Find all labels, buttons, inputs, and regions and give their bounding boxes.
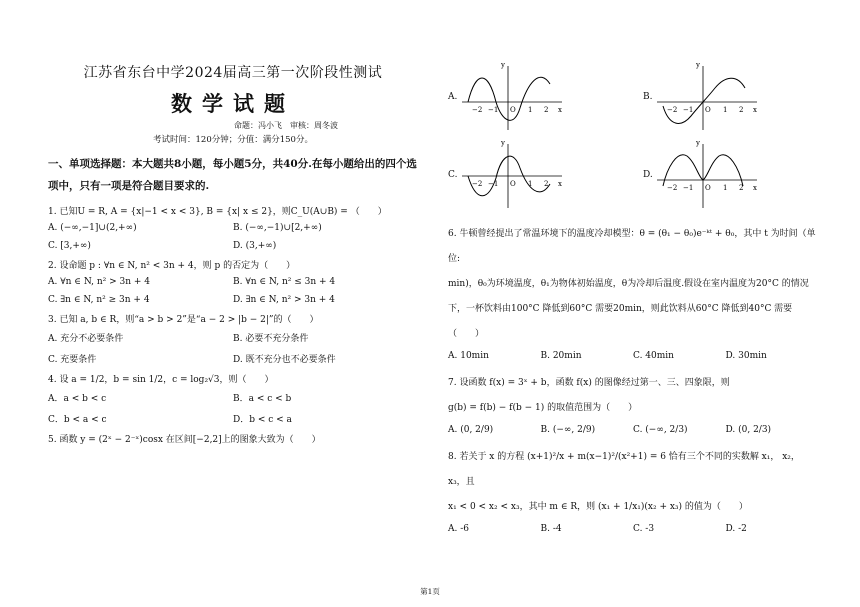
option-a: A. ∀n ∈ N, n² > 3n + 4 bbox=[48, 277, 151, 287]
svg-text:−1: −1 bbox=[683, 106, 694, 114]
question-3 bbox=[48, 313, 418, 365]
option-d: D. ∃n ∈ N, n² > 3n + 4 bbox=[233, 295, 335, 305]
option-label: B. bbox=[643, 92, 653, 102]
svg-text:−1: −1 bbox=[488, 106, 499, 114]
svg-text:x: x bbox=[753, 106, 757, 114]
option-a: A. (0, 2/9) bbox=[448, 425, 494, 435]
page-number: 第1页 bbox=[420, 587, 440, 596]
graph-d-plot bbox=[653, 138, 763, 212]
option-a: A．a < b < c bbox=[48, 394, 107, 404]
graph-b-plot bbox=[653, 60, 763, 134]
question-6: 6. 牛顿曾经提出了常温环境下的温度冷却模型：θ = (θ₁ − θ₀)e⁻ᵏᵗ + θ₀，其中 t 为时间（单位: min)，θ₀为环境温度，θ₁为物体初始温度，θ为冷却后温度.假设在室内温度为20°C 的情况 下，一杯饮料由100°C 降低到60°C 需要20min，则此饮料从60°C 降低到40°C 需要（ ） bbox=[448, 229, 816, 339]
question-2 bbox=[48, 259, 418, 305]
option-label: C. bbox=[448, 170, 458, 180]
graph-a-plot bbox=[458, 60, 568, 134]
subject-title: 数学试题 bbox=[171, 91, 295, 116]
svg-text:1: 1 bbox=[723, 184, 728, 192]
option-d: D. (3,+∞) bbox=[233, 241, 277, 251]
option-a: A. (−∞,−1]∪(2,+∞) bbox=[48, 223, 137, 233]
option-c: C．b < a < c bbox=[48, 415, 107, 425]
q6-options bbox=[448, 351, 818, 361]
question-8: 8. 若关于 x 的方程 (x+1)²/x + m(x−1)²/(x²+1) = 6 恰有三个不同的实数解 x₁， x₂， x₃，且 x₁ < 0 < x₂ < x₃，其中 m ∈ R，则 (x₁ + 1/x₁)(x₂ + x₃) 的值为（ ） bbox=[448, 452, 800, 512]
option-c: C. -3 bbox=[633, 524, 655, 534]
exam-info: 考试时间：120分钟；分值：满分150分。 bbox=[153, 135, 313, 145]
svg-text:y: y bbox=[696, 139, 700, 147]
option-label: D. bbox=[643, 170, 653, 180]
question-5 bbox=[48, 433, 418, 447]
question-7: 7. 设函数 f(x) = 3ˣ + b，函数 f(x) 的图像经过第一、三、四象限，则 g(b) = f(b) − f(b − 1) 的取值范围为（ ） bbox=[448, 378, 730, 413]
option-c: C. 40min bbox=[633, 351, 674, 361]
question-stem: 3. 已知 a, b ∈ R，则“a > b > 2”是“a − 2 > |b − 2|”的（ ） bbox=[48, 315, 319, 325]
option-c: C. (−∞, 2/3) bbox=[633, 425, 688, 435]
option-b: B. 20min bbox=[540, 351, 582, 361]
svg-text:−2: −2 bbox=[472, 106, 483, 114]
question-stem: 2. 设命题 p : ∀n ∈ N, n² < 3n + 4，则 p 的否定为（ ） bbox=[48, 261, 296, 271]
option-c: C. [3,+∞) bbox=[48, 241, 91, 251]
svg-text:O: O bbox=[705, 106, 711, 114]
svg-text:2: 2 bbox=[739, 184, 744, 192]
option-b: B. ∀n ∈ N, n² ≤ 3n + 4 bbox=[233, 277, 336, 287]
option-b: B. -4 bbox=[540, 524, 562, 534]
option-d: D．b < c < a bbox=[233, 415, 292, 425]
q7-options bbox=[448, 425, 818, 435]
option-d: D. (0, 2/3) bbox=[725, 425, 772, 435]
graph-option-c bbox=[448, 138, 623, 212]
option-c: C. ∃n ∈ N, n² ≥ 3n + 4 bbox=[48, 295, 150, 305]
svg-text:y: y bbox=[696, 61, 700, 69]
graph-option-a bbox=[448, 60, 623, 134]
option-label: A. bbox=[448, 92, 458, 102]
option-b: B. (−∞, 2/9) bbox=[540, 425, 596, 435]
svg-text:−2: −2 bbox=[667, 184, 678, 192]
svg-text:y: y bbox=[501, 61, 505, 69]
svg-text:x: x bbox=[558, 106, 562, 114]
option-c: C. 充要条件 bbox=[48, 355, 97, 365]
question-stem: 4. 设 a = 1/2，b = sin 1/2，c = log₂√3，则（ ） bbox=[48, 375, 274, 385]
graph-option-b bbox=[643, 60, 818, 134]
graph-option-d bbox=[643, 138, 818, 212]
svg-text:x: x bbox=[558, 180, 562, 188]
option-b: B. (−∞,−1)∪[2,+∞) bbox=[233, 223, 322, 233]
svg-text:−1: −1 bbox=[488, 180, 499, 188]
svg-text:O: O bbox=[510, 106, 516, 114]
option-b: B. 必要不充分条件 bbox=[233, 334, 309, 344]
question-stem: 1. 已知U = R, A = {x|−1 < x < 3}, B = {x| x ≤ 2}，则C_U(A∪B) = （ ） bbox=[48, 207, 387, 217]
question-1 bbox=[48, 205, 418, 251]
section-heading: 一、单项选择题：本大题共8小题，每小题5分，共40分.在每小题给出的四个选 项中，只有一项是符合题目要求的. bbox=[48, 158, 417, 192]
left-column bbox=[48, 62, 418, 451]
option-a: A. -6 bbox=[448, 524, 469, 534]
svg-text:1: 1 bbox=[723, 106, 728, 114]
right-column bbox=[448, 60, 818, 540]
svg-text:2: 2 bbox=[739, 106, 744, 114]
svg-text:−2: −2 bbox=[667, 106, 678, 114]
option-a: A. 10min bbox=[448, 351, 489, 361]
question-4 bbox=[48, 373, 418, 425]
svg-text:O: O bbox=[705, 184, 711, 192]
option-d: D. -2 bbox=[725, 524, 747, 534]
authors: 命题：冯小飞 审核：周冬波 bbox=[234, 121, 338, 130]
option-a: A. 充分不必要条件 bbox=[48, 334, 124, 344]
option-d: D. 既不充分也不必要条件 bbox=[233, 355, 336, 365]
question-stem: 5. 函数 y = (2ˣ − 2⁻ˣ)cosx 在区间[−2,2]上的图象大致为（ ） bbox=[48, 435, 321, 445]
svg-text:−1: −1 bbox=[683, 184, 694, 192]
option-d: D. 30min bbox=[725, 351, 767, 361]
svg-text:y: y bbox=[501, 139, 505, 147]
svg-text:−2: −2 bbox=[472, 180, 483, 188]
svg-text:O: O bbox=[510, 180, 516, 188]
svg-text:1: 1 bbox=[528, 106, 533, 114]
svg-text:x: x bbox=[753, 184, 757, 192]
option-b: B．a < c < b bbox=[233, 394, 292, 404]
graph-c-plot bbox=[458, 138, 568, 212]
svg-text:1: 1 bbox=[528, 180, 533, 188]
q8-options bbox=[448, 524, 818, 534]
q5-graph-options bbox=[448, 60, 818, 212]
exam-title: 江苏省东台中学2024届高三第一次阶段性测试 bbox=[83, 65, 383, 81]
svg-text:2: 2 bbox=[544, 180, 549, 188]
svg-text:2: 2 bbox=[544, 106, 549, 114]
